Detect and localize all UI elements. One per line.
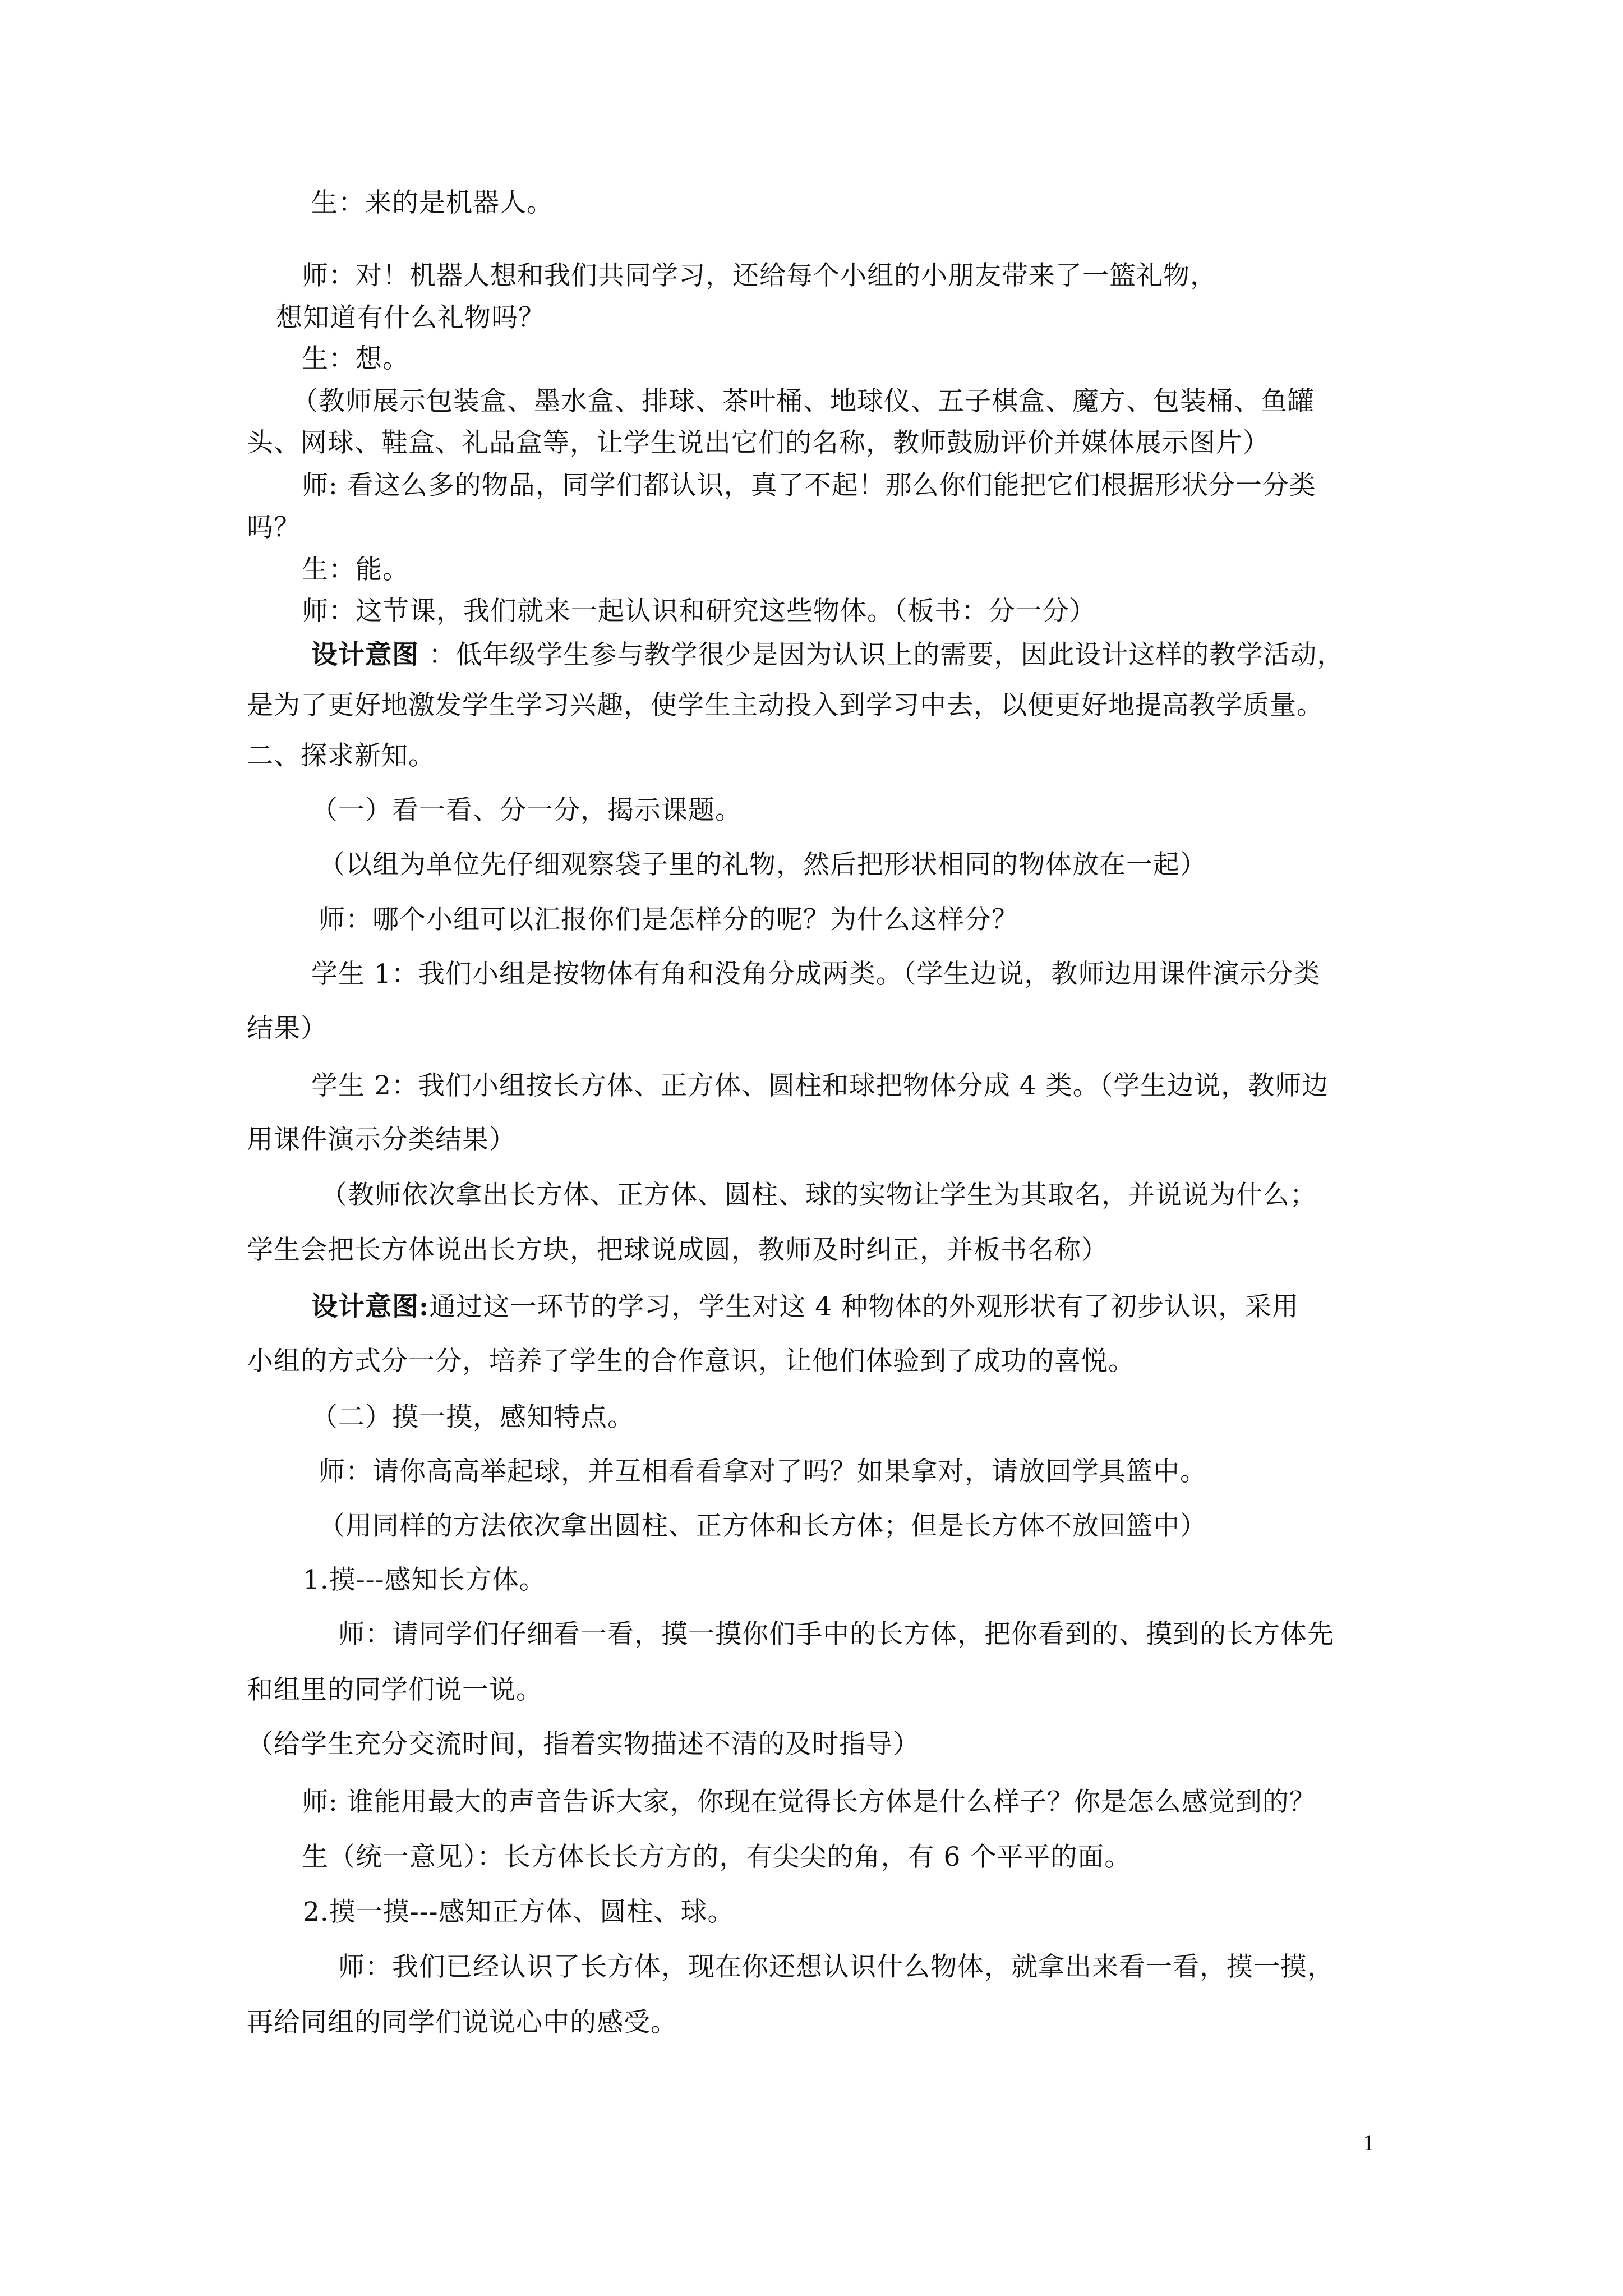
design-intent-line [311, 638, 1344, 672]
design-intent-label: 设计意图: [311, 1291, 430, 1322]
paragraph-line: 想知道有什么礼物吗？ [276, 302, 545, 333]
paragraph-line: 和组里的同学们说一说。 [247, 1674, 543, 1705]
paragraph-line: （给学生充分交流时间，指着实物描述不清的及时指导） [247, 1729, 920, 1760]
paragraph-line: 头、网球、鞋盒、礼品盒等，让学生说出它们的名称，教师鼓励评价并媒体展示图片） [247, 427, 1270, 458]
paragraph-line: 结果） [247, 1013, 328, 1044]
paragraph-line: 学生 1：我们小组是按物体有角和没角分成两类。（学生边说，教师边用课件演示分类 [311, 959, 1321, 990]
paragraph-line: 生：能。 [302, 554, 409, 585]
paragraph-line: （用同样的方法依次拿出圆柱、正方体和长方体；但是长方体不放回篮中） [319, 1511, 1207, 1542]
paragraph-line: （教师依次拿出长方体、正方体、圆柱、球的实物让学生为其取名，并说说为什么； [321, 1180, 1317, 1211]
paragraph-line: 师：请同学们仔细看一看，摸一摸你们手中的长方体，把你看到的、摸到的长方体先 [338, 1619, 1334, 1650]
section-heading: 二、探求新知。 [247, 740, 435, 771]
paragraph-line: 学生 2：我们小组按长方体、正方体、圆柱和球把物体分成 4 类。（学生边说，教师边 [311, 1070, 1329, 1101]
design-intent-label: 设计意图 [311, 639, 429, 670]
design-intent-line [311, 1290, 1299, 1324]
paragraph-line: 师：我们已经认识了长方体，现在你还想认识什么物体，就拿出来看一看，摸一摸， [338, 1952, 1334, 1982]
paragraph-line: 用课件演示分类结果） [247, 1124, 516, 1155]
paragraph-line: 师：哪个小组可以汇报你们是怎样分的呢？为什么这样分？ [319, 904, 1018, 935]
paragraph-line: 学生会把长方体说出长方块，把球说成圆，教师及时纠正，并板书名称） [247, 1235, 1108, 1266]
paragraph-line: 生：想。 [302, 343, 409, 374]
paragraph-text: ：低年级学生参与教学很少是因为认识上的需要，因此设计这样的教学活动， [428, 639, 1344, 670]
paragraph-line: 小组的方式分一分，培养了学生的合作意识，让他们体验到了成功的喜悦。 [247, 1346, 1135, 1377]
paragraph-line: 师: 谁能用最大的声音告诉大家，你现在觉得长方体是什么样子？你是怎么感觉到的？ [302, 1787, 1316, 1818]
paragraph-line: （教师展示包装盒、墨水盒、排球、茶叶桶、地球仪、五子棋盒、魔方、包装桶、鱼罐 [292, 386, 1315, 417]
page-number: 1 [1363, 2130, 1374, 2155]
paragraph-line: 师：对！机器人想和我们共同学习，还给每个小组的小朋友带来了一篮礼物， [302, 260, 1217, 291]
paragraph-line: 是为了更好地激发学生学习兴趣，使学生主动投入到学习中去，以便更好地提高教学质量。 [247, 690, 1324, 721]
paragraph-text: 通过这一环节的学习，学生对这 4 种物体的外观形状有了初步认识，采用 [429, 1291, 1299, 1322]
paragraph-line: 再给同组的同学们说说心中的感受。 [247, 2007, 677, 2038]
subsection-heading: （一）看一看、分一分，揭示课题。 [311, 795, 742, 826]
paragraph-line: 师: 看这么多的物品，同学们都认识，真了不起！那么你们能把它们根据形状分一分类 [302, 470, 1316, 501]
paragraph-line: 师：这节课，我们就来一起认识和研究这些物体。（板书：分一分） [302, 596, 1096, 627]
paragraph-line: 吗？ [247, 512, 301, 543]
paragraph-line: 生：来的是机器人。 [311, 187, 554, 218]
paragraph-line: （以组为单位先仔细观察袋子里的礼物，然后把形状相同的物体放在一起） [319, 849, 1207, 880]
subsection-heading: （二）摸一摸，感知特点。 [311, 1402, 634, 1433]
subsection-heading: 1.摸---感知长方体。 [303, 1565, 546, 1595]
paragraph-line: 生（统一意见）：长方体长长方方的，有尖尖的角，有 6 个平平的面。 [302, 1842, 1132, 1872]
subsection-heading: 2.摸一摸---感知正方体、圆柱、球。 [303, 1897, 735, 1927]
paragraph-line: 师：请你高高举起球，并互相看看拿对了吗？如果拿对，请放回学具篮中。 [319, 1456, 1207, 1487]
